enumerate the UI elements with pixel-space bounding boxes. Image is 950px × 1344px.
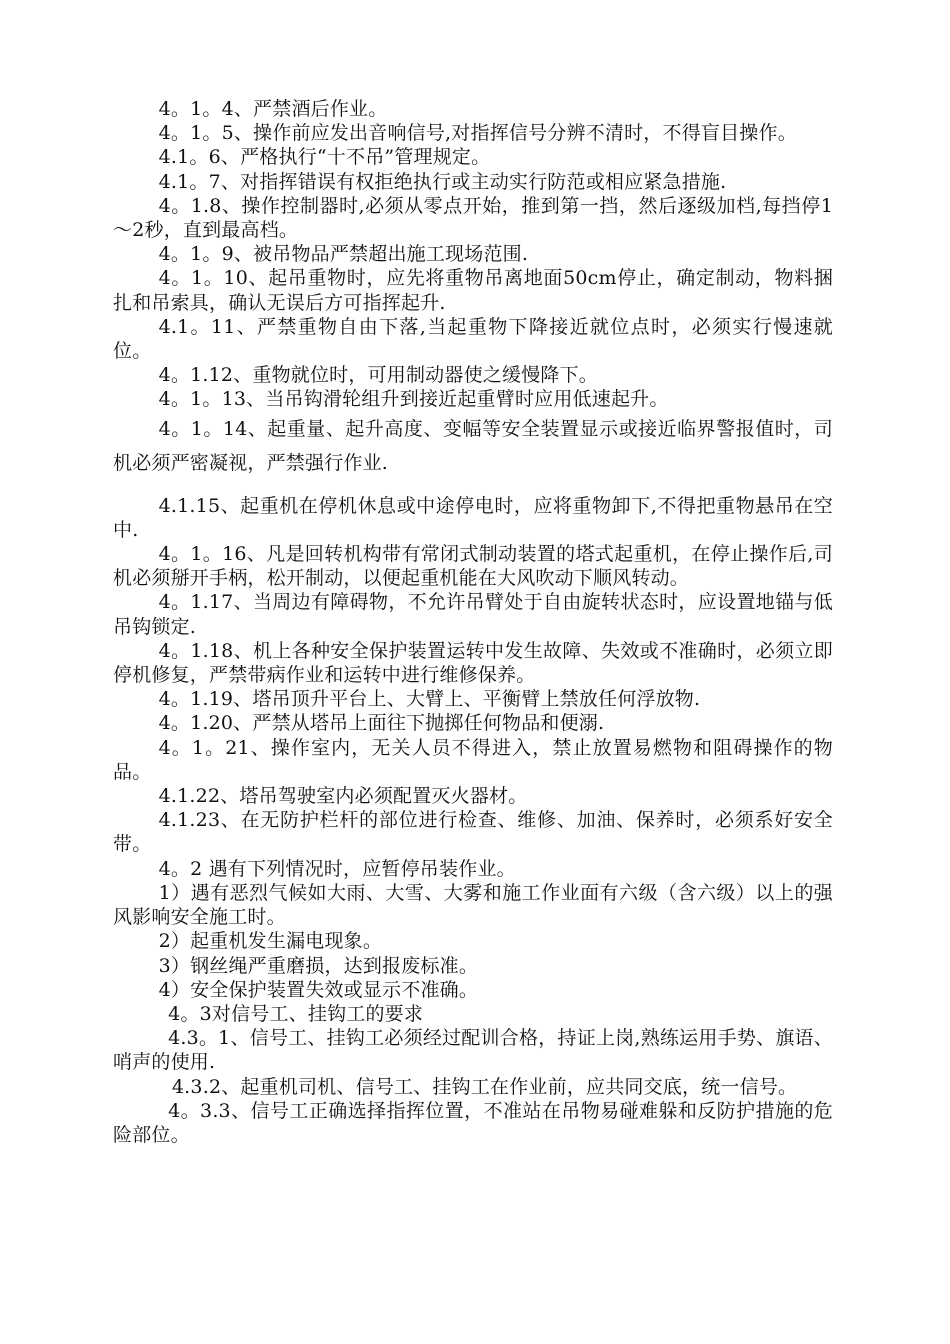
paragraph-4-1-12: 4。1.12、重物就位时，可用制动器使之缓慢降下。 xyxy=(158,364,598,387)
paragraph-4-1-11: 4.1。11、严禁重物自由下落,当起重物下降接近就位点时，必须实行慢速就位。 xyxy=(113,315,833,363)
paragraph-4-1-19: 4。1.19、塔吊顶升平台上、大臂上、平衡臂上禁放任何浮放物. xyxy=(158,688,701,711)
paragraph-4-1-8: 4。1.8、操作控制器时,必须从零点开始，推到第一挡，然后逐级加档,每挡停1～2秒，直到最高档。 xyxy=(113,194,833,242)
paragraph-4-1-22: 4.1.22、塔吊驾驶室内必须配置灭火器材。 xyxy=(158,785,528,808)
paragraph-4-1-7: 4.1。7、对指挥错误有权拒绝执行或主动实行防范或相应紧急措施. xyxy=(158,170,727,193)
list-item-3: 3）钢丝绳严重磨损，达到报废标准。 xyxy=(158,954,479,977)
paragraph-4-1-16: 4。1。16、凡是回转机构带有常闭式制动装置的塔式起重机，在停止操作后,司机必须掰开手柄，松开制动，以便起重机能在大风吹动下顺风转动。 xyxy=(113,543,833,590)
paragraph-4-1-17: 4。1.17、当周边有障碍物，不允许吊臂处于自由旋转状态时，应设置地锚与低吊钩锁定. xyxy=(113,591,833,638)
paragraph-4-1-5: 4。1。5、操作前应发出音响信号,对指挥信号分辨不清时，不得盲目操作。 xyxy=(158,122,797,145)
list-item-1: 1）遇有恶烈气候如大雨、大雪、大雾和施工作业面有六级（含六级）以上的强风影响安全施工时。 xyxy=(113,881,833,929)
list-item-4: 4）安全保护装置失效或显示不准确。 xyxy=(158,978,479,1001)
paragraph-4-1-6: 4.1。6、严格执行“十不吊”管理规定。 xyxy=(158,146,491,169)
paragraph-4-1-14: 4。1。14、起重量、起升高度、变幅等安全装置显示或接近临界警报值时，司机必须严密凝视，严禁强行作业. xyxy=(113,417,833,474)
section-heading-4-3: 4。3对信号工、挂钩工的要求 xyxy=(168,1002,424,1025)
list-item-2: 2）起重机发生漏电现象。 xyxy=(158,930,383,953)
paragraph-4-1-18: 4。1.18、机上各种安全保护装置运转中发生故障、失效或不准确时，必须立即停机修复，严禁带病作业和运转中进行维修保养。 xyxy=(113,639,833,687)
paragraph-4-1-21: 4。1。21、操作室内，无关人员不得进入，禁止放置易燃物和阻碍操作的物品。 xyxy=(113,736,833,783)
paragraph-4-1-4: 4。1。4、严禁酒后作业。 xyxy=(158,98,388,120)
document-body xyxy=(113,97,833,1147)
paragraph-4-1-13: 4。1。13、当吊钩滑轮组升到接近起重臂时应用低速起升。 xyxy=(158,388,669,411)
paragraph-4-1-9: 4。1。9、被吊物品严禁超出施工现场范围. xyxy=(158,243,529,266)
paragraph-4-2: 4。2 遇有下列情况时，应暂停吊装作业。 xyxy=(158,857,516,880)
paragraph-4-1-20: 4。1.20、严禁从塔吊上面往下抛掷任何物品和便溺. xyxy=(158,712,605,735)
paragraph-4-3-3: 4。3.3、信号工正确选择指挥位置，不准站在吊物易碰难躲和反防护措施的危险部位。 xyxy=(113,1099,833,1146)
paragraph-4-3-2: 4.3.2、起重机司机、信号工、挂钩工在作业前，应共同交底，统一信号。 xyxy=(171,1075,798,1098)
paragraph-4-1-10: 4。1。10、起吊重物时，应先将重物吊离地面50cm停止，确定制动，物料捆扎和吊索具，确认无误后方可指挥起升. xyxy=(113,267,833,314)
paragraph-4-1-23: 4.1.23、在无防护栏杆的部位进行检查、维修、加油、保养时，必须系好安全带。 xyxy=(113,809,833,856)
paragraph-4-1-15: 4.1.15、起重机在停机休息或中途停电时，应将重物卸下,不得把重物悬吊在空中. xyxy=(113,494,833,541)
paragraph-4-3-1: 4.3。1、信号工、挂钩工必须经过配训合格，持证上岗,熟练运用手势、旗语、哨声的使用. xyxy=(113,1027,833,1074)
